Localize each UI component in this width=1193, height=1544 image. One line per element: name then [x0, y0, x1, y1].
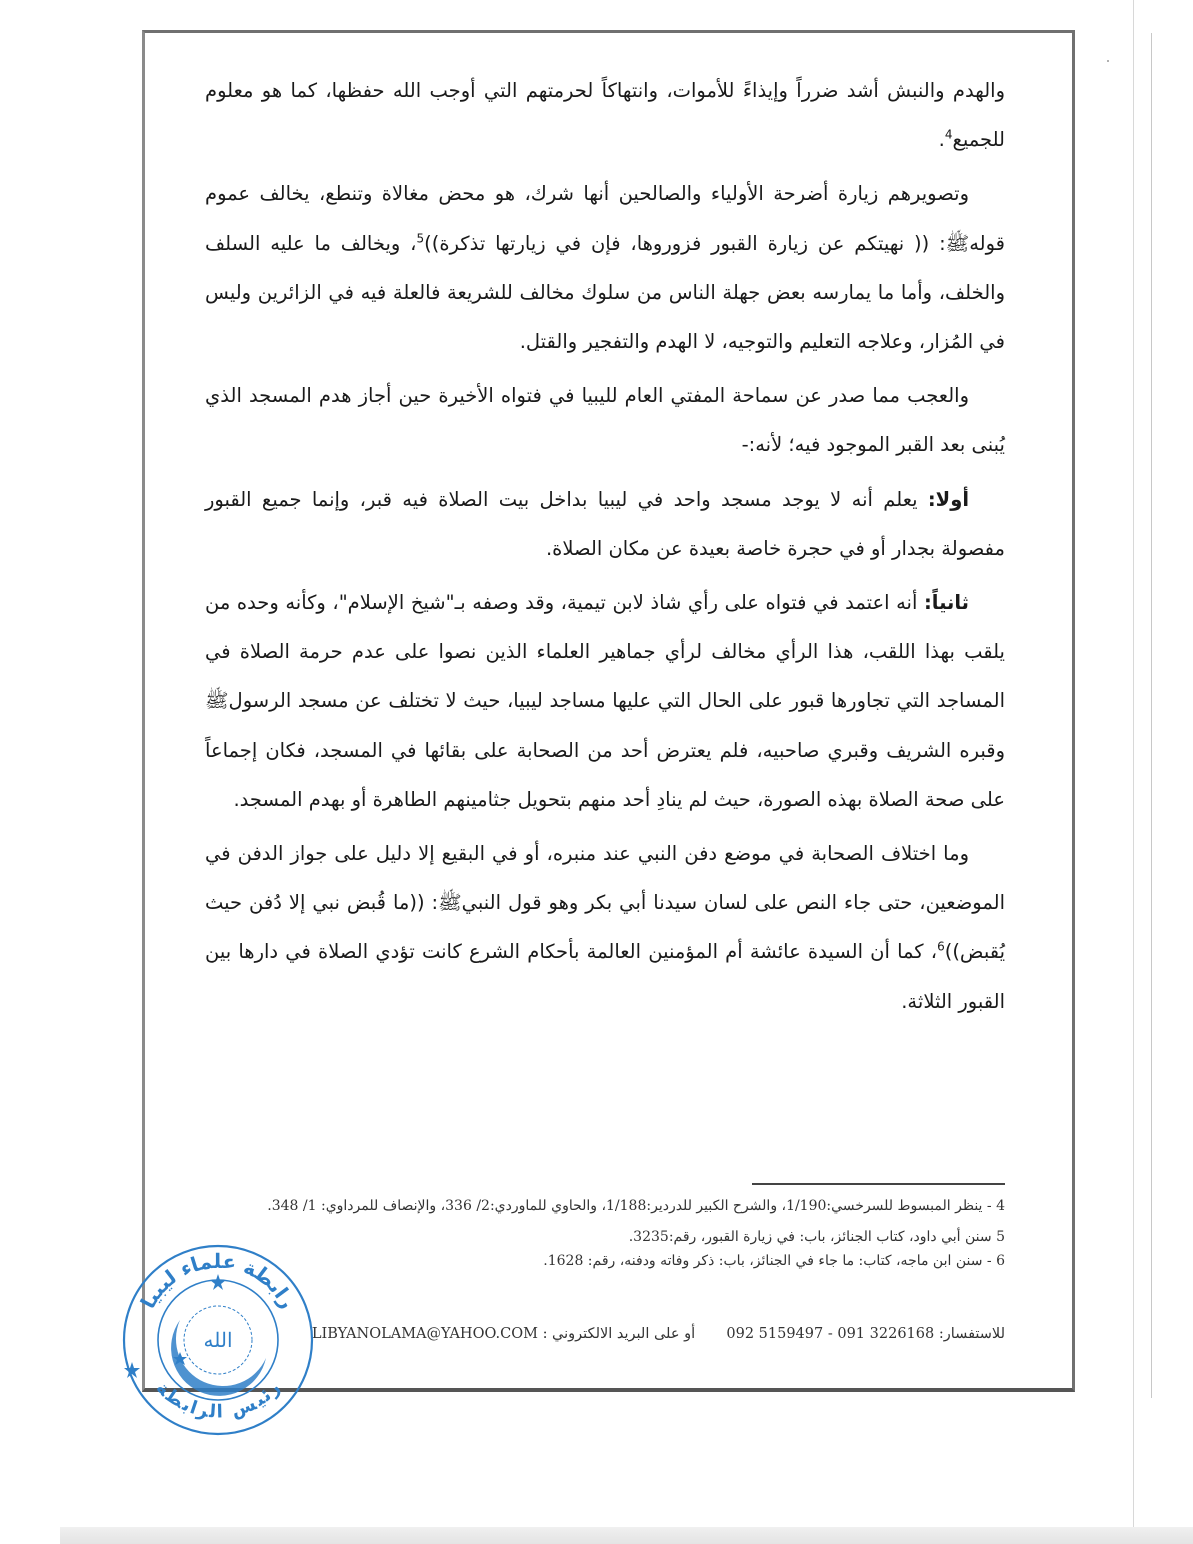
stamp-center-text: الله — [203, 1328, 233, 1352]
footnote-6: 6 - سنن ابن ماجه، كتاب: ما جاء في الجنائز، باب: ذكر وفاته ودفنه، رقم: 1628. — [543, 1253, 1005, 1269]
footnote-5: 5 سنن أبي داود، كتاب الجنائز، باب: في زيارة القبور، رقم:3235. — [628, 1229, 1005, 1245]
paragraph-1 — [205, 66, 1005, 164]
contact-line — [212, 1326, 1005, 1342]
paragraph-tail: . — [938, 128, 945, 152]
paragraph-tail: ، ويخالف ما عليه السلف والخلف، وأما ما يمارسه بعض جهلة الناس من سلوك مخالف للشريعة فالعلة فيه في الزائرين وليس في المُزار، وعلاجه التعليم والتوجيه، لا الهدم والتفجير والقتل. — [205, 231, 1005, 354]
document-body — [205, 66, 1005, 1031]
footnote-separator — [752, 1183, 1005, 1185]
paragraph-tail: ، كما أن السيدة عائشة أم المؤمنين العالمة بأحكام الشرع كانت تؤدي الصلاة في دارها بين القبور الثلاثة. — [205, 940, 1005, 1013]
footnote-4: 4 - ينظر المبسوط للسرخسي:1/190، والشرح الكبير للدردير:1/188، والحاوي للماوردي:2/ 336، والإنصاف للمرداوي: 1/ 348. — [267, 1198, 1005, 1214]
footnote-ref-6[interactable]: 6 — [937, 939, 945, 954]
paragraph-text: والعجب مما صدر عن سماحة المفتي العام لليبيا في فتواه الأخيرة حين أجاز هدم المسجد الذي يُبنى بعد القبر الموجود فيه؛ لأنه:- — [205, 384, 1005, 457]
scan-edge — [1133, 0, 1134, 1544]
star-icon — [210, 1274, 226, 1290]
footnotes — [205, 1193, 1005, 1272]
footnote-ref-4[interactable]: 4 — [944, 127, 953, 142]
paragraph-text: وما اختلاف الصحابة في موضع دفن النبي عند منبره، أو في البقيع إلا دليل على جواز الدفن في الموضعين، حتى جاء النص على لسان سيدنا أبي بكر وهو قول النبيﷺ: ((ما قُبض نبي إلا دُفن حيث يُقبض)) — [205, 842, 1005, 964]
contact-label: للاستفسار: — [938, 1326, 1005, 1342]
paragraph-second-point — [205, 578, 1005, 824]
paragraph-text: أنه اعتمد في فتواه على رأي شاذ لابن تيمية، وقد وصفه بـ"شيخ الإسلام"، وكأنه وحده من يلقب بهذا اللقب، هذا الرأي مخالف لرأي جماهير العلماء الذين نصوا على عدم حرمة الصلاة في المساجد التي تجاورها قبور على الحال التي عليها مساجد ليبيا، حيث لا تختلف عن مسجد الرسولﷺ وقبره الشريف وقبري صاحبيه، فلم يعترض أحد من الصحابة على بقائها في المسجد، فكان إجماعاً على صحة الصلاة بهذه الصورة، حيث لم ينادِ أحد منهم بتحويل جثامينهم الطاهرة أو بهدم المسجد. — [205, 591, 1005, 811]
footnote-ref-5[interactable]: 5 — [416, 231, 425, 246]
paragraph-first-point — [205, 475, 1005, 573]
stamp-bottom-text: رئيس الرابطة — [151, 1377, 285, 1423]
point-label-second: ثانياً: — [923, 591, 969, 615]
scan-bottom-edge — [60, 1527, 1193, 1544]
scan-speck — [1107, 60, 1109, 62]
paragraph-6 — [205, 829, 1005, 1026]
paragraph-2 — [205, 169, 1005, 366]
official-stamp — [118, 1240, 318, 1440]
contact-email-label: أو على البريد الالكتروني : — [542, 1326, 696, 1342]
paragraph-3 — [205, 371, 1005, 469]
point-label-first: أولا: — [927, 487, 969, 511]
paragraph-text: والهدم والنبش أشد ضرراً وإيذاءً للأموات، وانتهاكاً لحرمتهم التي أوجب الله حفظها، كما هو معلوم للجميع — [205, 79, 1005, 152]
contact-phones: 092 5159497 - 091 3226168 — [726, 1326, 935, 1342]
scan-vertical-line — [1151, 33, 1152, 1398]
paragraph-text: وتصويرهم زيارة أضرحة الأولياء والصالحين أنها شرك، هو محض مغالاة وتنطع، يخالف عموم قولهﷺ: (( نهيتكم عن زيارة القبور فزوروها، فإن في زيارتها تذكرة)) — [205, 182, 1005, 255]
paragraph-text: يعلم أنه لا يوجد مسجد واحد في ليبيا بداخل بيت الصلاة فيه قبر، وإنما جميع القبور مفصولة بجدار أو في حجرة خاصة بعيدة عن مكان الصلاة. — [205, 487, 1005, 560]
contact-email[interactable]: LIBYANOLAMA@YAHOO.COM — [311, 1326, 538, 1342]
stamp-top-text: رابطة علماء ليبيا — [135, 1248, 301, 1313]
